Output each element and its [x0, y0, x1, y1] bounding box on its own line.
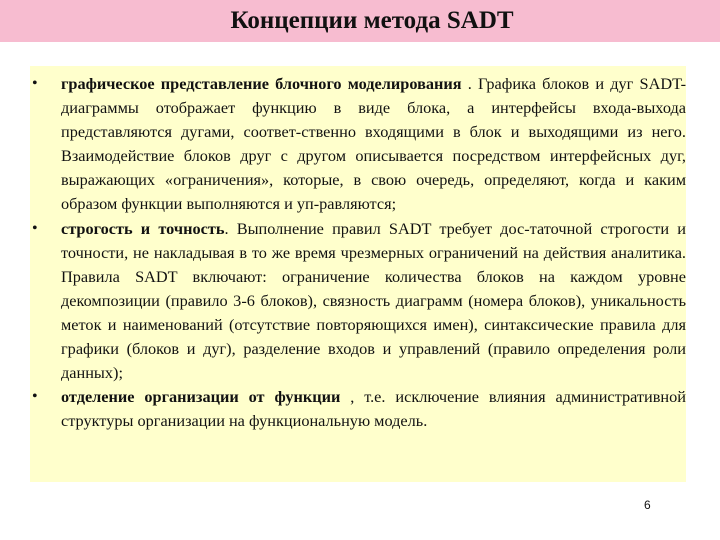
- slide-title: Концепции метода SADT: [230, 7, 514, 34]
- bullet-item-separation: [30, 385, 686, 433]
- bullet-text: . Выполнение правил SADT требует дос-таточной строгости и точности, не накладывая в то же время чрезмерных ограничений на действия аналитика. Правила SADT включают: ограничение количества блоков на каждом уровне декомпозиции (правило 3-6 блоков), связность диаграмм (номера блоков), уникальность меток и наименований (отсутствие повторяющихся имен), синтаксические правила для графики (блоков и дуг), разделение входов и управлений (правило определения роли данных);: [61, 218, 686, 383]
- bullet-term: строгость и точность: [61, 218, 225, 238]
- bullet-icon: •: [32, 219, 38, 237]
- page-number: 6: [644, 498, 651, 512]
- bullet-item-graphical: [30, 72, 686, 217]
- content-box: [30, 66, 686, 482]
- bullet-term: графическое представление блочного моделирования: [61, 74, 462, 93]
- bullet-item-rigor: [30, 217, 686, 386]
- bullet-icon: •: [32, 75, 38, 92]
- bullet-text: . Графика блоков и дуг SADT-диаграммы отображает функцию в виде блока, а интерфейсы входа-выхода представляются дугами, соответ-ственно входящими в блок и выходящими из него. Взаимодействие блоков друг с другом описывается посредством интерфейсных дуг, выражающих «ограничения», которые, в свою очередь, определяют, когда и каким образом функции выполняются и уп-равляются;: [61, 74, 686, 214]
- bullet-text: , т.е. исключение влияния административной структуры организации на функциональную модель.: [61, 387, 686, 431]
- bullet-list: [30, 72, 686, 433]
- title-bar: [0, 0, 720, 42]
- bullet-icon: •: [32, 388, 38, 406]
- bullet-term: отделение организации от функции: [61, 387, 341, 407]
